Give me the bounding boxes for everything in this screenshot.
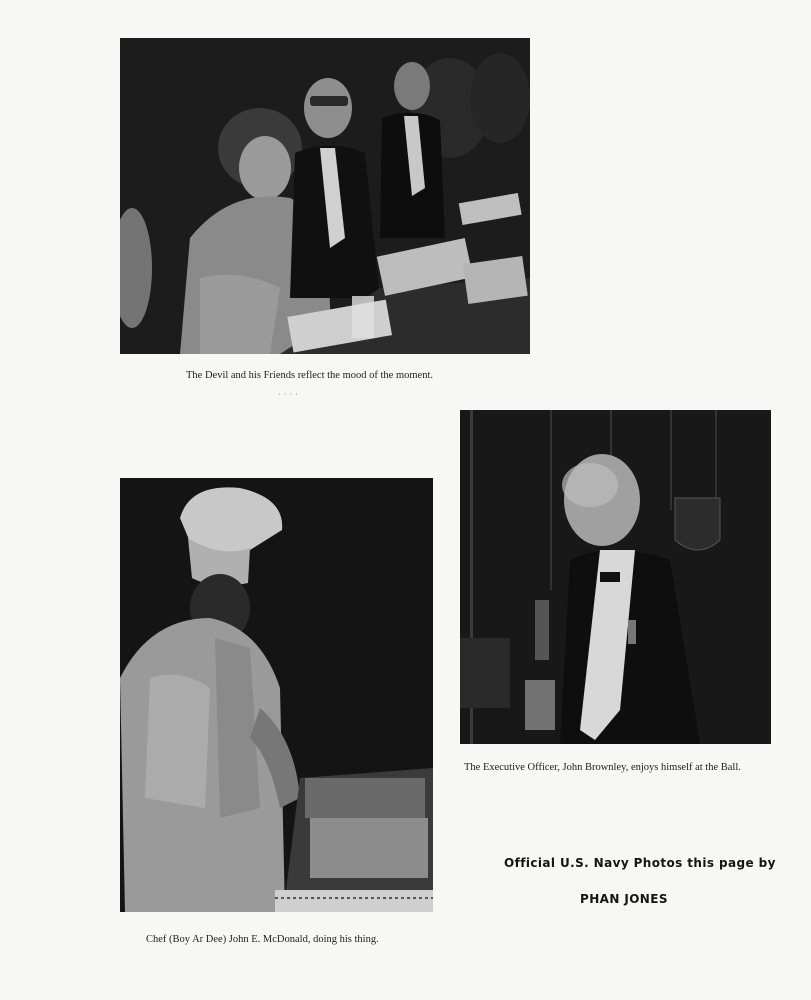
speck-mark: · · · · [278, 390, 299, 400]
caption-devil-and-friends: The Devil and his Friends reflect the mood of the moment. [186, 370, 433, 381]
photo-devil-and-friends [120, 38, 530, 354]
photo-executive-officer [460, 410, 771, 744]
photo-credit-line2: PHAN JONES [580, 892, 668, 906]
caption-executive-officer: The Executive Officer, John Brownley, enjoys himself at the Ball. [464, 762, 741, 773]
photo-chef [120, 478, 433, 912]
caption-chef: Chef (Boy Ar Dee) John E. McDonald, doing his thing. [146, 934, 379, 945]
photo-credit-line1: Official U.S. Navy Photos this page by [504, 856, 776, 870]
